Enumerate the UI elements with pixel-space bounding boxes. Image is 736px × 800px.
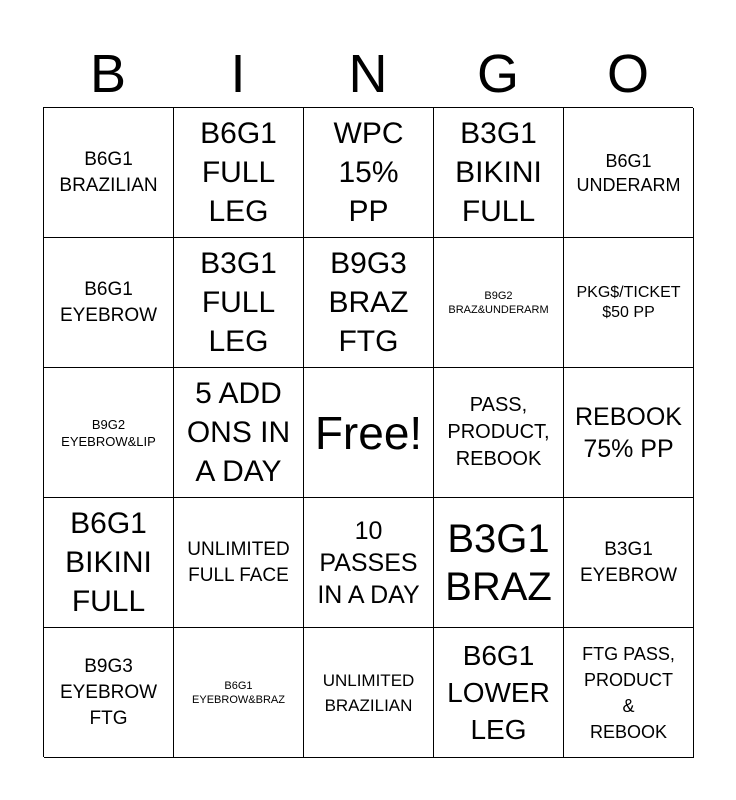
header-letter-n: N — [348, 44, 388, 104]
cell-text: B9G2 BRAZ&UNDERARM — [448, 289, 549, 316]
cell-text: B9G3 BRAZ FTG — [328, 247, 409, 358]
bingo-grid — [43, 107, 693, 757]
bingo-cell[interactable] — [434, 628, 564, 758]
cell-text: B3G1 FULL LEG — [200, 247, 277, 358]
cell-text: PASS, PRODUCT, REBOOK — [447, 394, 550, 470]
bingo-cell[interactable] — [174, 628, 304, 758]
bingo-cell[interactable] — [434, 368, 564, 498]
cell-text: 10 PASSES IN A DAY — [317, 516, 420, 609]
bingo-cell[interactable] — [44, 238, 174, 368]
cell-text: UNLIMITED FULL FACE — [187, 538, 290, 586]
cell-text: B9G2 EYEBROW&LIP — [61, 416, 156, 449]
bingo-cell[interactable] — [434, 108, 564, 238]
bingo-cell[interactable] — [304, 498, 434, 628]
cell-text: B3G1 BRAZ — [445, 516, 552, 609]
bingo-cell[interactable] — [304, 628, 434, 758]
bingo-cell[interactable] — [304, 108, 434, 238]
cell-text: B6G1 EYEBROW — [59, 278, 158, 326]
cell-text: B3G1 BIKINI FULL — [455, 117, 542, 228]
cell-text: B9G3 EYEBROW FTG — [59, 655, 158, 729]
free-space-label: Free! — [314, 406, 423, 459]
bingo-cell[interactable] — [174, 108, 304, 238]
header-letter-g: G — [476, 44, 519, 104]
header-letter-b: B — [89, 44, 127, 104]
cell-text: B6G1 FULL LEG — [200, 117, 277, 228]
cell-text: 5 ADD ONS IN A DAY — [186, 377, 291, 488]
cell-text: UNLIMITED BRAZILIAN — [322, 670, 415, 715]
bingo-cell[interactable] — [564, 238, 694, 368]
bingo-cell[interactable] — [564, 498, 694, 628]
bingo-cell[interactable] — [564, 108, 694, 238]
bingo-cell[interactable] — [44, 368, 174, 498]
bingo-cell[interactable] — [44, 498, 174, 628]
cell-text: FTG PASS, PRODUCT & REBOOK — [582, 643, 675, 742]
cell-text: PKG$/TICKET $50 PP — [576, 283, 681, 321]
cell-text: B6G1 UNDERARM — [576, 150, 681, 195]
cell-text: B6G1 LOWER LEG — [447, 640, 550, 745]
bingo-cell[interactable] — [434, 238, 564, 368]
header-letter-i: I — [230, 44, 246, 104]
bingo-cell[interactable] — [304, 238, 434, 368]
bingo-cell[interactable] — [174, 368, 304, 498]
bingo-cell[interactable] — [564, 628, 694, 758]
bingo-cell[interactable] — [44, 108, 174, 238]
cell-text: B6G1 EYEBROW&BRAZ — [192, 679, 285, 706]
bingo-cell[interactable] — [174, 238, 304, 368]
bingo-cell[interactable] — [564, 368, 694, 498]
cell-text: B6G1 BRAZILIAN — [59, 148, 158, 196]
header-letter-o: O — [606, 44, 649, 104]
cell-text: REBOOK 75% PP — [575, 402, 682, 463]
bingo-header — [43, 40, 693, 108]
bingo-cell[interactable] — [304, 368, 434, 498]
cell-text: B3G1 EYEBROW — [579, 538, 678, 586]
bingo-cell[interactable] — [174, 498, 304, 628]
cell-text: WPC 15% PP — [333, 117, 404, 228]
bingo-cell[interactable] — [44, 628, 174, 758]
bingo-cell[interactable] — [434, 498, 564, 628]
cell-text: B6G1 BIKINI FULL — [65, 507, 152, 618]
